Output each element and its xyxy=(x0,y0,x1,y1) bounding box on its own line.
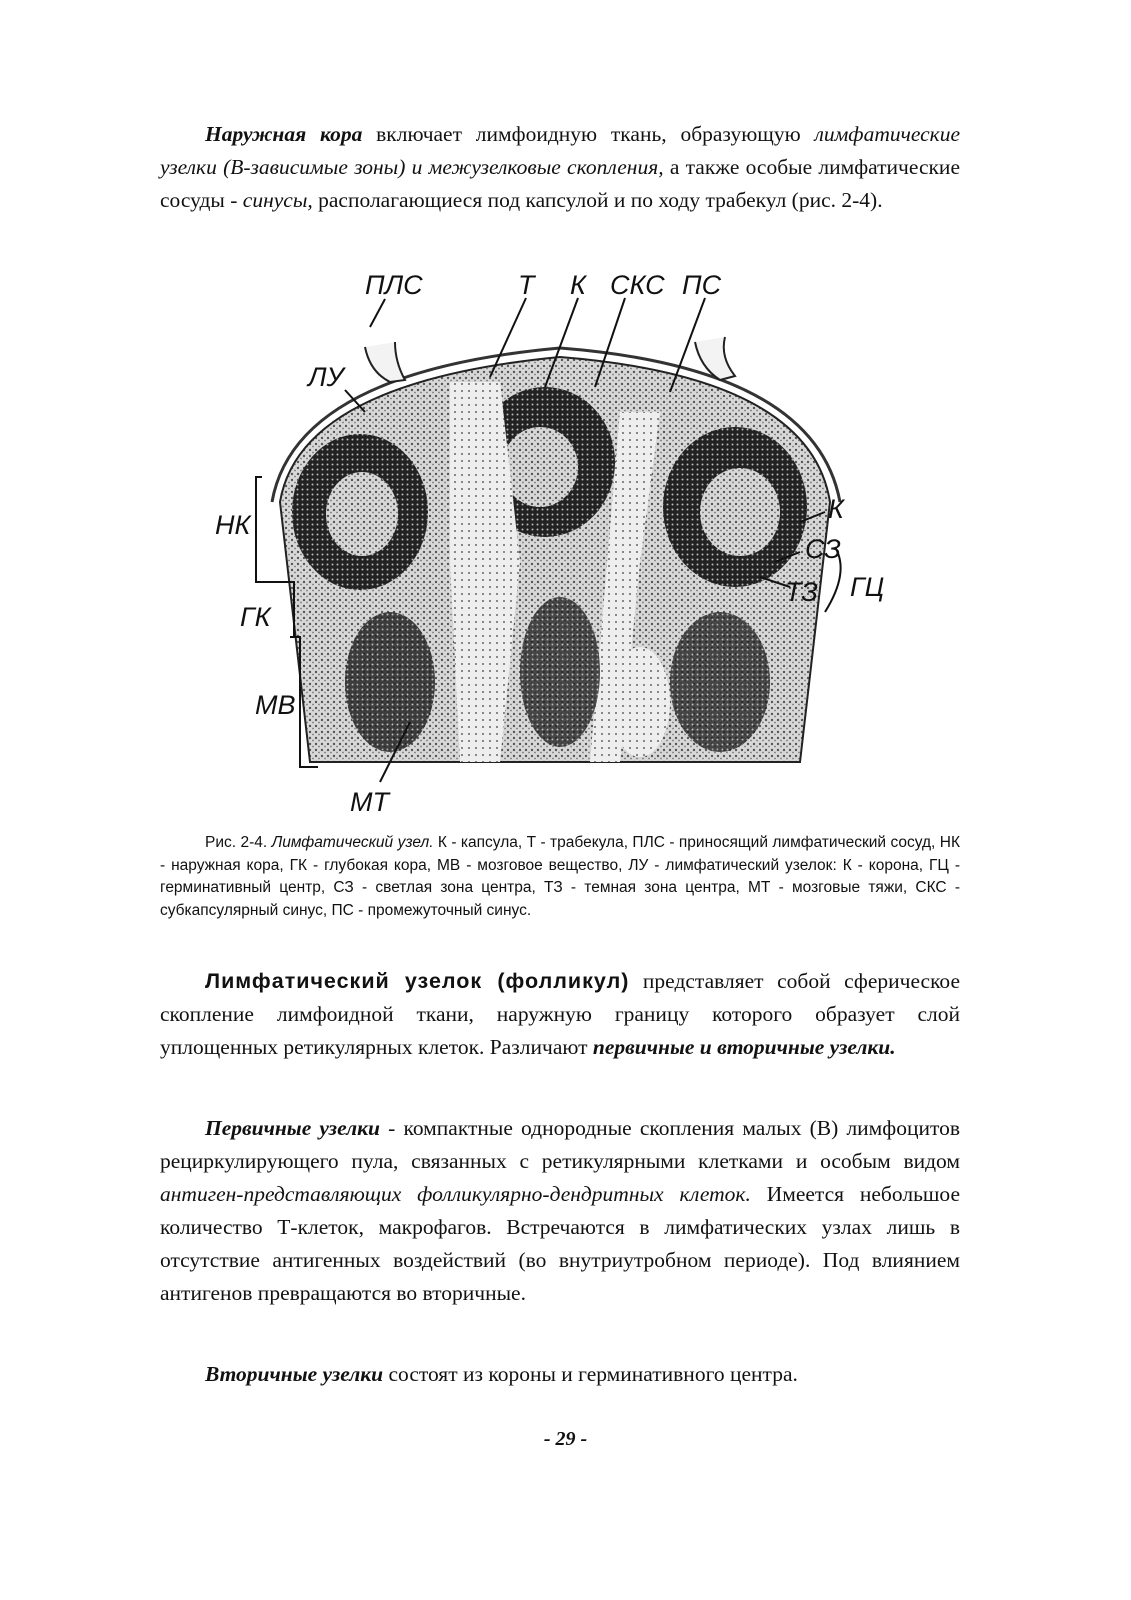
label-sz: СЗ xyxy=(805,534,841,564)
label-ps: ПС xyxy=(682,270,722,300)
term-primary-nodules: Первичные узелки xyxy=(205,1116,380,1140)
text-span: - компактные однородные скопления малых (В) лимфоцитов рециркулирующего пула, связанных с ретикулярными клетками и особым видом xyxy=(160,1116,960,1173)
label-pls: ПЛС xyxy=(365,270,423,300)
text-span: Имеется небольшое количество Т-клеток, макрофагов. Встречаются в лимфатических узлах лишь в отсутствие антигенных воздействий (во внутриутробном периоде). Под влиянием антигенов превращаются во вторичные. xyxy=(160,1182,960,1305)
lymph-node-figure xyxy=(200,262,920,822)
label-mv: МВ xyxy=(255,690,296,720)
medullary-cord xyxy=(345,612,435,752)
germinal-center-middle xyxy=(502,427,578,507)
italic-span: лимфатические узелки (В-зависимые зоны) и межузелковые скопления, xyxy=(160,122,960,179)
paragraph-secondary-nodules xyxy=(160,1358,960,1391)
italic-span: синусы, xyxy=(242,188,313,212)
label-k-top: К xyxy=(570,270,586,300)
text-span: располагающиеся под капсулой и по ходу трабекул (рис. 2-4). xyxy=(312,188,883,212)
text-span: а также особые лимфатические сосуды - xyxy=(160,155,960,212)
label-t: Т xyxy=(518,270,535,300)
text-span: включает лимфоидную ткань, образующую xyxy=(362,122,815,146)
page-number: - 29 - xyxy=(543,1428,588,1450)
medullary-cord xyxy=(520,597,600,747)
figure-caption xyxy=(160,832,960,922)
germinal-center-left xyxy=(326,472,398,556)
italic-span: первичные и вторичные узелки. xyxy=(592,1035,896,1059)
caption-prefix: Рис. 2-4. xyxy=(205,834,272,851)
caption-text: К - капсула, Т - трабекула, ПЛС - приносящий лимфатический сосуд, НК - наружная кора, ГК - глубокая кора, МВ - мозговое вещество, ЛУ - лимфатический узелок: К - корона, ГЦ - герминативный центр, СЗ - светлая зона центра, ТЗ - темная зона центра, МТ - мозговые тяжи, СКС - субкапсулярный синус, ПС - промежуточный синус. xyxy=(160,834,960,919)
label-sks: СКС xyxy=(610,270,665,300)
paragraph-lymphatic-nodule xyxy=(160,965,960,1064)
leader-line xyxy=(370,299,385,327)
term-secondary-nodules: Вторичные узелки xyxy=(205,1362,384,1386)
text-span: представляет собой сферическое скопление лимфоидной ткани, наружную границу которого образует слой уплощенных ретикулярных клеток. Различают xyxy=(160,969,960,1059)
label-k-right: К xyxy=(828,494,844,524)
medullary-cord xyxy=(670,612,770,752)
caption-title: Лимфатический узел. xyxy=(271,834,434,851)
text-span: состоят из короны и герминативного центра. xyxy=(383,1362,798,1386)
italic-span: антиген-представляющих фолликулярно-дендритных клеток. xyxy=(160,1182,751,1206)
term-lymphatic-nodule: Лимфатический узелок (фолликул) xyxy=(205,969,630,993)
label-gc: ГЦ xyxy=(850,572,885,602)
term-outer-cortex: Наружная кора xyxy=(205,122,363,146)
afferent-vessel-left xyxy=(365,342,405,382)
paragraph-primary-nodules xyxy=(160,1112,960,1310)
bracket-nk xyxy=(256,477,280,582)
label-gk: ГК xyxy=(240,602,271,632)
label-lu: ЛУ xyxy=(308,362,344,392)
label-nk: НК xyxy=(215,510,251,540)
label-tz: ТЗ xyxy=(785,577,818,607)
paragraph-outer-cortex xyxy=(160,118,960,217)
medullary-sinus xyxy=(610,647,670,757)
label-mt: МТ xyxy=(350,787,389,817)
germinal-center-right xyxy=(700,468,780,556)
